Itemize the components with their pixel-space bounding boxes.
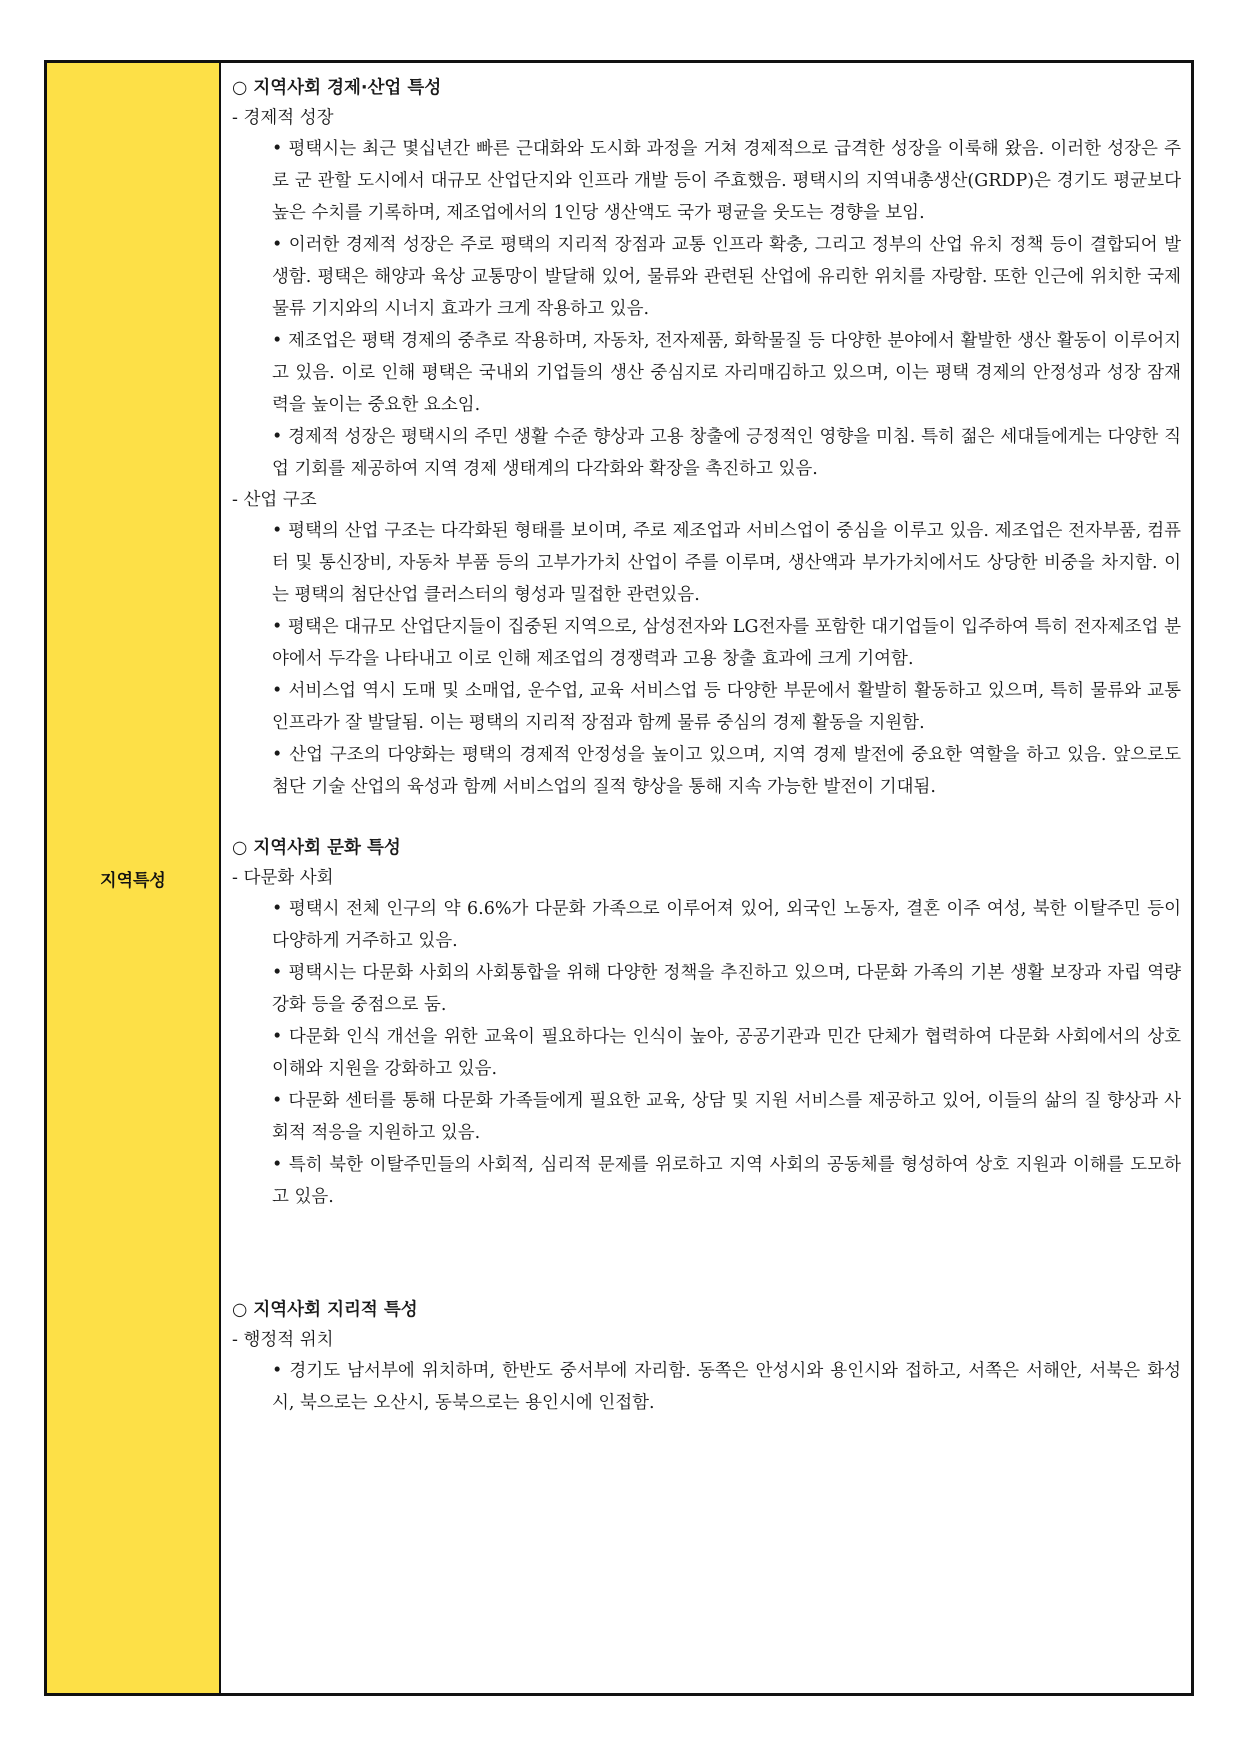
bullet-item: • 이러한 경제적 성장은 주로 평택의 지리적 장점과 교통 인프라 확충, 그리고 정부의 산업 유치 정책 등이 결합되어 발생함. 평택은 해양과 육상 교통망이 발달해 있어, 물류와 관련된 산업에 유리한 위치를 자랑함. 또한 인근에 위치한 국제 물류 기지와의 시너지 효과가 크게 작용하고 있음. <box>272 235 1181 319</box>
bullet-item: • 다문화 인식 개선을 위한 교육이 필요하다는 인식이 높아, 공공기관과 민간 단체가 협력하여 다문화 사회에서의 상호 이해와 지원을 강화하고 있음. <box>272 1027 1181 1079</box>
bullet-item: • 평택시는 다문화 사회의 사회통합을 위해 다양한 정책을 추진하고 있으며, 다문화 가족의 기본 생활 보장과 자립 역량 강화 등을 중점으로 둠. <box>272 963 1181 1015</box>
bullet-item: • 제조업은 평택 경제의 중추로 작용하며, 자동차, 전자제품, 화학물질 등 다양한 분야에서 활발한 생산 활동이 이루어지고 있음. 이로 인해 평택은 국내외 기업들의 생산 중심지로 자리매김하고 있으며, 이는 평택 경제의 안정성과 성장 잠재력을 높이는 중요한 요소임. <box>272 331 1181 415</box>
section-heading-economy: ○ 지역사회 경제·산업 특성 <box>232 78 442 98</box>
bullet-item: • 특히 북한 이탈주민들의 사회적, 심리적 문제를 위로하고 지역 사회의 공동체를 형성하여 상호 지원과 이해를 도모하고 있음. <box>272 1155 1181 1207</box>
bullet-item: • 다문화 센터를 통해 다문화 가족들에게 필요한 교육, 상담 및 지원 서비스를 제공하고 있어, 이들의 삶의 질 향상과 사회적 적응을 지원하고 있음. <box>272 1091 1181 1143</box>
sub-heading-growth: - 경제적 성장 <box>232 108 334 128</box>
row-label: 지역특성 <box>100 870 166 891</box>
section-spacer <box>232 803 1181 833</box>
section-heading-culture: ○ 지역사회 문화 특성 <box>232 838 401 858</box>
row-label-cell <box>47 63 221 1693</box>
bullet-item: • 평택의 산업 구조는 다각화된 형태를 보이며, 주로 제조업과 서비스업이 중심을 이루고 있음. 제조업은 전자부품, 컴퓨터 및 통신장비, 자동차 부품 등의 고부가가치 산업이 주를 이루며, 생산액과 부가가치에서도 상당한 비중을 차지함. 이는 평택의 첨단산업 클러스터의 형성과 밀접한 관련있음. <box>272 521 1181 605</box>
bullet-item: • 경제적 성장은 평택시의 주민 생활 수준 향상과 고용 창출에 긍정적인 영향을 미침. 특히 젊은 세대들에게는 다양한 직업 기회를 제공하여 지역 경제 생태계의 다각화와 확장을 촉진하고 있음. <box>272 427 1181 479</box>
bullet-item: • 평택은 대규모 산업단지들이 집중된 지역으로, 삼성전자와 LG전자를 포함한 대기업들이 입주하여 특히 전자제조업 분야에서 두각을 나타내고 이로 인해 제조업의 경쟁력과 고용 창출 효과에 크게 기여함. <box>272 617 1181 669</box>
sub-heading-location: - 행정적 위치 <box>232 1330 334 1350</box>
bullet-item: • 평택시는 최근 몇십년간 빠른 근대화와 도시화 과정을 거쳐 경제적으로 급격한 성장을 이룩해 왔음. 이러한 성장은 주로 군 관할 도시에서 대규모 산업단지와 인프라 개발 등이 주효했음. 평택시의 지역내총생산(GRDP)은 경기도 평균보다 높은 수치를 기록하며, 제조업에서의 1인당 생산액도 국가 평균을 웃도는 경향을 보임. <box>272 139 1181 223</box>
bullet-item: • 산업 구조의 다양화는 평택의 경제적 안정성을 높이고 있으며, 지역 경제 발전에 중요한 역할을 하고 있음. 앞으로도 첨단 기술 산업의 육성과 함께 서비스업의 질적 향상을 통해 지속 가능한 발전이 기대됨. <box>272 745 1181 797</box>
content-cell <box>221 63 1191 1693</box>
section-heading-geography: ○ 지역사회 지리적 특성 <box>232 1300 418 1320</box>
section-spacer <box>232 1213 1181 1295</box>
bullet-item: • 평택시 전체 인구의 약 6.6%가 다문화 가족으로 이루어져 있어, 외국인 노동자, 결혼 이주 여성, 북한 이탈주민 등이 다양하게 거주하고 있음. <box>272 899 1181 951</box>
sub-heading-industry: - 산업 구조 <box>232 490 317 510</box>
characteristics-table <box>44 60 1194 1696</box>
bullet-item: • 서비스업 역시 도매 및 소매업, 운수업, 교육 서비스업 등 다양한 부문에서 활발히 활동하고 있으며, 특히 물류와 교통 인프라가 잘 발달됨. 이는 평택의 지리적 장점과 함께 물류 중심의 경제 활동을 지원함. <box>272 681 1181 733</box>
bullet-item: • 경기도 남서부에 위치하며, 한반도 중서부에 자리함. 동쪽은 안성시와 용인시와 접하고, 서쪽은 서해안, 서북은 화성시, 북으로는 오산시, 동북으로는 용인시에 인접함. <box>272 1361 1181 1413</box>
sub-heading-multicultural: - 다문화 사회 <box>232 868 334 888</box>
